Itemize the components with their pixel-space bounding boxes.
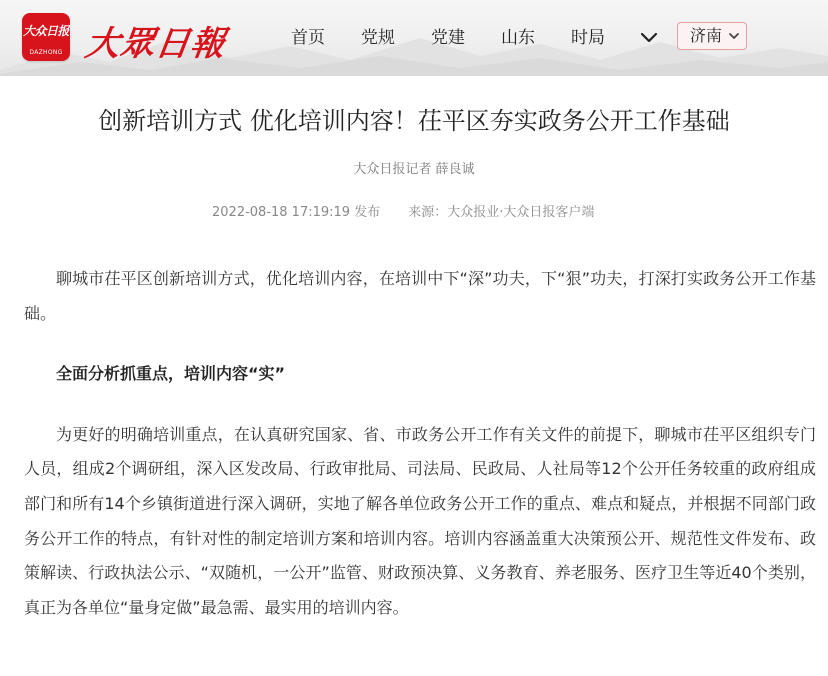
article-meta [212,203,594,223]
nav-item-current-affairs[interactable]: 时局 [571,28,605,48]
article-byline: 大众日报记者 薛良诚 [353,162,475,177]
nav-item-party-building[interactable]: 党建 [431,28,465,48]
chevron-down-icon [728,30,740,42]
article-body [24,262,816,625]
chevron-down-icon [638,26,660,50]
site-header [0,0,828,76]
logo-badge[interactable] [22,13,70,61]
nav-item-home[interactable]: 首页 [291,28,325,48]
logo-badge-subtext: DAZHONG [29,49,63,56]
logo-wordmark[interactable]: 大眾日報 [82,24,229,64]
nav-item-party-rules[interactable]: 党规 [361,28,395,48]
logo-badge-text: 大众日报 [22,24,69,38]
article-source: 来源：大众报业·大众日报客户端 [408,205,595,220]
nav-more-button[interactable] [638,26,660,50]
city-select[interactable] [677,22,747,50]
article-title: 创新培训方式 优化培训内容！茌平区夯实政务公开工作基础 [98,107,730,135]
publish-time: 2022-08-18 17:19:19 发布 [212,205,381,220]
nav-item-shandong[interactable]: 山东 [501,28,535,48]
article-paragraph: 为更好的明确培训重点，在认真研究国家、省、市政务公开工作有关文件的前提下，聊城市茌平区组织专门人员，组成2个调研组，深入区发改局、行政审批局、司法局、民政局、人社局等12个公开任务较重的政府组成部门和所有14个乡镇街道进行深入调研，实地了解各单位政务公开工作的重点、难点和疑点，并根据不同部门政务公开工作的特点，有针对性的制定培训方案和培训内容。培训内容涵盖重大决策预公开、规范性文件发布、政策解读、行政执法公示、“双随机，一公开”监管、财政预决算、义务教育、养老服务、医疗卫生等近40个类别，真正为各单位“量身定做”最急需、最实用的培训内容。 [24,424,816,617]
article-subheading: 全面分析抓重点，培训内容“实” [56,364,286,384]
city-select-label: 济南 [690,26,723,45]
article-paragraph: 聊城市茌平区创新培训方式，优化培训内容，在培训中下“深”功夫，下“狠”功夫，打深打实政务公开工作基础。 [24,269,816,323]
